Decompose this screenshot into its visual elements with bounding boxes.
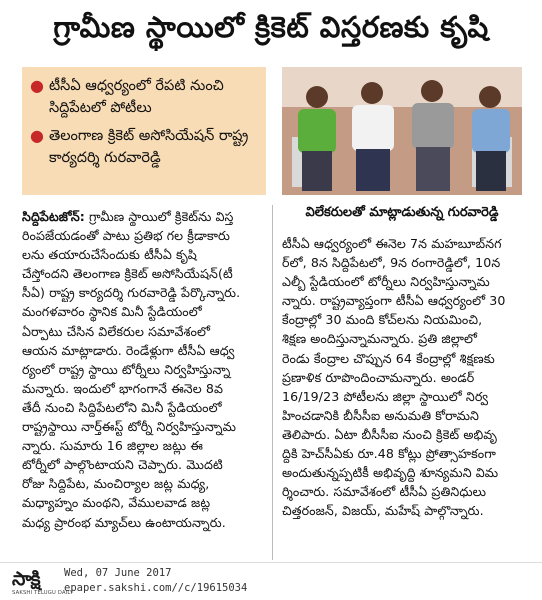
photo-caption: విలేకరులతో మాట్లాడుతున్న గురవారెడ్డి [305, 205, 499, 220]
footer [0, 562, 542, 600]
article-line: ఏర్పాటు చేసిన విలేకరుల సమావేశంలో [22, 323, 211, 339]
article-line [22, 207, 264, 226]
article-line: టోర్నీలో పాల్గొంటాయని చెప్పారు. మొదటి [22, 457, 223, 473]
photo-illustration [282, 67, 522, 195]
highlight-item [30, 75, 258, 119]
article-column-right [282, 234, 522, 520]
article-line: న్నారు. రాష్ట్రవ్యాప్తంగా టీసీఏ ఆధ్వర్యంలో 30 [282, 293, 506, 309]
article-line: రింపజేయడంతో పాటు ప్రతిభ గల క్రీడాకారు [22, 228, 230, 244]
logo-subtitle: SAKSHI TELUGU DAILY [12, 590, 74, 596]
headline: గ్రామీణ స్థాయిలో క్రికెట్ విస్తరణకు కృషి [53, 10, 489, 44]
article-photo [282, 67, 522, 195]
article-line: ప్రణాళిక రూపొందించామన్నారు. అండర్ [282, 369, 475, 385]
article-line: చిత్తరంజన్, విజయ్, మహేష్ పాల్గొన్నారు. [282, 503, 484, 519]
highlight-text: తెలంగాణ క్రికెట్ అసోసియేషన్ రాష్ట్ర కార్యదర్శి గురవారెడ్డి [48, 128, 249, 166]
article-line: తేదీ నుంచి సిద్దిపేటలోని మినీ స్టేడియంలో [22, 399, 222, 415]
publication-date: Wed, 07 June 2017 [64, 567, 172, 579]
highlight-item [30, 125, 258, 169]
article-line: లను తయారుచేసేందుకు టీసీఏ కృషి [22, 247, 197, 263]
article-line: రోజు సిద్దిపేట, మంచిర్యాల జట్ల మధ్య, [22, 476, 210, 492]
sakshi-logo [6, 566, 74, 598]
article-line: న్నారు. సుమారు 16 జిల్లాల జట్లు ఈ [22, 438, 203, 454]
article-line: ర్‌లో, 8న సిద్దిపేటలో, 9న రంగారెడ్డిలో, 10న [282, 255, 501, 271]
article-line: ఎల్బీ స్టేడియంలో టోర్నీలు నిర్వహిస్తున్నామ [282, 274, 490, 290]
article-column-left [22, 207, 264, 532]
logo-text: సాక్షి [12, 568, 40, 590]
article-line: అందుతున్నప్పటికీ అభివృద్ధి శూన్యమని విమ [282, 465, 499, 481]
article-line: రెండు కేంద్రాల చొప్పున 64 కేంద్రాల్లో శిక్షణకు [282, 350, 495, 366]
bullet-icon: ● [30, 76, 44, 95]
article-line: ర్యంలో రాష్ట్ర స్థాయి టోర్నీలు నిర్వహిస్తున్నా [22, 361, 231, 377]
article-line: మన్నారు. ఇందులో భాగంగానే ఈనెల 8వ [22, 380, 224, 396]
bullet-icon: ● [30, 126, 44, 145]
article-line: చేస్తోందని తెలంగాణ క్రికెట్ అసోసియేషన్(టీ [22, 266, 233, 282]
article-text: గ్రామీణ స్థాయిలో క్రికెట్‌ను విస్త [89, 209, 234, 224]
article-line: హించడానికి బీసీసీఐ అనుమతి కోరామని [282, 407, 479, 423]
article-line: మంగళవారం స్థానిక మినీ స్టేడియంలో [22, 304, 202, 320]
column-divider [272, 205, 273, 560]
article-line: టీసీఏ ఆధ్వర్యంలో ఈనెల 7న మహబూబ్‌నగ [282, 236, 502, 251]
dateline: సిద్దిపేటజోన్: [22, 209, 85, 224]
highlight-box [22, 67, 266, 195]
article-line: శిక్షణ అందిస్తున్నామన్నారు. ప్రతి జిల్లాలో [282, 331, 478, 347]
article-line: ఆయన మాట్లాడారు. రెండేళ్లుగా టీసీఏ ఆధ్వ [22, 342, 235, 358]
article-line: సీఏ) రాష్ట్ర కార్యదర్శి గురవారెడ్డి పేర్కొన్నారు. [22, 285, 241, 301]
article-line: మధ్య ప్రారంభ మ్యాచ్‌లు ఉంటాయన్నారు. [22, 514, 226, 530]
article-line: మధ్యాహ్నం మంథని, వేములవాడ జట్ల [22, 495, 211, 511]
epaper-link[interactable]: epaper.sakshi.com//c/19615034 [64, 582, 248, 594]
article-line: కేంద్రాల్లో 30 మంది కోచ్‌లను నియమించి, [282, 312, 483, 328]
article-line: ర్శించారు. సమావేశంలో టీసీఏ ప్రతినిధులు [282, 484, 487, 500]
article-line: 16/19/23 పోటీలను జిల్లా స్థాయిలో నిర్వ [282, 388, 489, 404]
article-line: రాష్ట్రస్థాయి నార్త్‌ఈస్ట్ టోర్నీ నిర్వహిస్తున్నామ [22, 419, 237, 435]
article-line: తెలిపారు. ఏటా బీసీసీఐ నుంచి క్రికెట్ అభివృ [282, 426, 497, 442]
article-line: ద్ధికి హెచ్‌సీఏకు రూ.48 కోట్లు ప్రోత్సాహకంగా [282, 446, 496, 462]
highlight-text: టీసీఏ ఆధ్వర్యంలో రేపటి నుంచి సిద్దిపేటలో పోటీలు [48, 78, 224, 116]
